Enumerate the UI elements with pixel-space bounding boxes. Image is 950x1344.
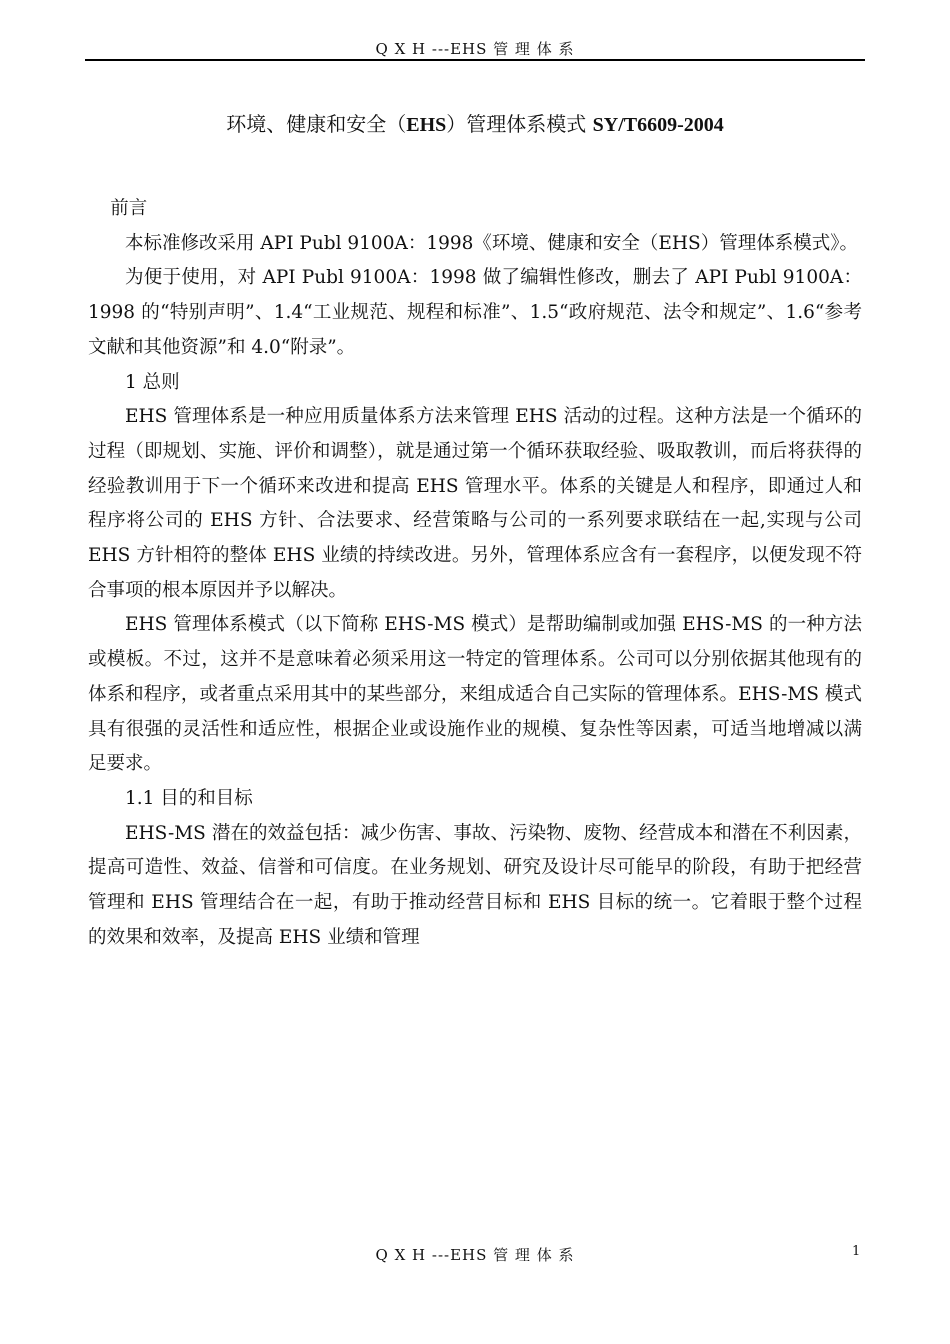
- title-code: SY/T6609-2004: [592, 114, 724, 136]
- preface-heading: 前言: [110, 198, 148, 219]
- title-ehs: EHS: [406, 114, 447, 136]
- paragraph: 为便于使用，对 API Publ 9100A：1998 做了编辑性修改，删去了 API Publ 9100A：1998 的“特别声明”、1.4“工业规范、规程和标准”、1.5“政府规范、法令和规定”、1.6“参考文献和其他资源”和 4.0“附录”。: [88, 267, 862, 358]
- title-prefix: 环境、健康和安全（: [226, 112, 407, 136]
- document-title: [0, 108, 950, 137]
- page-number: 1: [852, 1244, 861, 1259]
- page-header: Q X H ---EHS 管 理 体 系: [375, 40, 575, 58]
- header-rule: [85, 59, 865, 61]
- section-heading: 1 总则: [125, 371, 180, 393]
- paragraph: EHS-MS 潜在的效益包括：减少伤害、事故、污染物、废物、经营成本和潜在不利因素，提高可造性、效益、信誉和可信度。在业务规划、研究及设计尽可能早的阶段，有助于把经营管理和 EHS 管理结合在一起，有助于推动经营目标和 EHS 目标的统一。它着眼于整个过程的效果和效率，及提高 EHS 业绩和管理: [88, 822, 862, 948]
- section-heading: 1.1 目的和目标: [125, 787, 253, 809]
- paragraph: EHS 管理体系是一种应用质量体系方法来管理 EHS 活动的过程。这种方法是一个循环的过程（即规划、实施、评价和调整），就是通过第一个循环获取经验、吸取教训，而后将获得的经验教训用于下一个循环来改进和提高 EHS 管理水平。体系的关键是人和程序，即通过人和程序将公司的 EHS 方针、合法要求、经营策略与公司的一系列要求联结在一起,实现与公司 EHS 方针相符的整体 EHS 业绩的持续改进。另外，管理体系应含有一套程序，以便发现不符合事项的根本原因并予以解决。: [88, 406, 862, 601]
- paragraph: 本标准修改采用 API Publ 9100A：1998《环境、健康和安全（EHS）管理体系模式》。: [125, 232, 858, 254]
- document-body: [88, 192, 862, 955]
- page-footer: Q X H ---EHS 管 理 体 系: [375, 1246, 575, 1264]
- paragraph: EHS 管理体系模式（以下简称 EHS-MS 模式）是帮助编制或加强 EHS-MS 的一种方法或模板。不过，这并不是意味着必须采用这一特定的管理体系。公司可以分别依据其他现有的体系和程序，或者重点采用其中的某些部分，来组成适合自己实际的管理体系。EHS-MS 模式具有很强的灵活性和适应性，根据企业或设施作业的规模、复杂性等因素，可适当地增减以满足要求。: [88, 614, 862, 775]
- title-middle: ）管理体系模式: [446, 112, 593, 136]
